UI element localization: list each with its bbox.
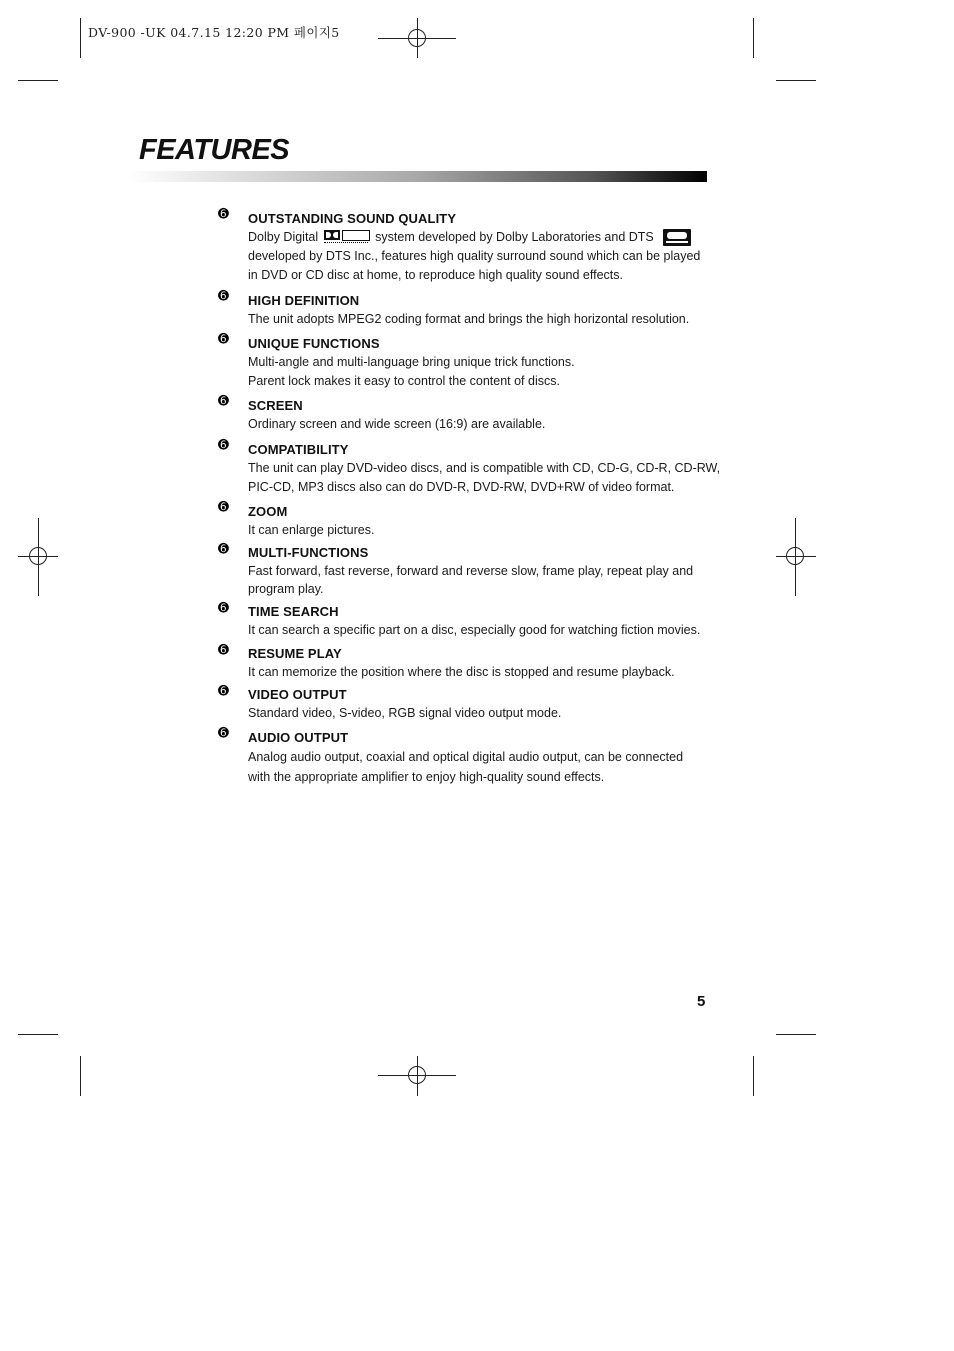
dts-logo-icon (663, 229, 691, 246)
dolby-digital-logo-icon (324, 230, 370, 245)
bullet-icon: ➏ (218, 438, 229, 453)
feature-text: The unit can play DVD-video discs, and is compatible with CD, CD-G, CD-R, CD-RW, PIC-CD, MP3 discs also can do DVD-R, DVD-RW, DVD+RW of video format. (248, 461, 721, 494)
bullet-icon: ➏ (218, 726, 229, 741)
feature-text: Ordinary screen and wide screen (16:9) are available. (248, 417, 546, 431)
page-title: FEATURES (139, 134, 290, 166)
bullet-icon: ➏ (218, 289, 229, 304)
feature-item (218, 438, 721, 497)
feature-title: UNIQUE FUNCTIONS (248, 336, 380, 351)
feature-title: SCREEN (248, 398, 303, 413)
bullet-icon: ➏ (218, 394, 229, 409)
page-number: 5 (697, 993, 706, 1010)
feature-item (218, 603, 718, 639)
feature-item (218, 209, 718, 285)
feature-title: AUDIO OUTPUT (248, 730, 349, 745)
feature-text: Multi-angle and multi-language bring unique trick functions. Parent lock makes it easy to control the content of discs. (248, 355, 575, 388)
feature-item (218, 686, 718, 722)
bullet-icon: ➏ (218, 207, 229, 222)
bullet-icon: ➏ (218, 601, 229, 616)
feature-text: It can search a specific part on a disc, especially good for watching fiction movies. (248, 623, 701, 637)
feature-text: Analog audio output, coaxial and optical digital audio output, can be connected with the appropriate amplifier to enjoy high-quality sound effects. (248, 750, 684, 784)
feature-text: It can enlarge pictures. (248, 523, 375, 537)
feature-text: Dolby Digital system developed by Dolby Laboratories and DTS developed by DTS Inc., features high quality surround sound which can be played in DVD or CD disc at home, to reproduce high quality sound effects. (248, 230, 701, 282)
feature-item (218, 502, 718, 540)
feature-item (218, 544, 718, 598)
feature-item (218, 728, 718, 787)
feature-title: ZOOM (248, 504, 288, 519)
feature-title: MULTI-FUNCTIONS (248, 545, 369, 560)
feature-title: OUTSTANDING SOUND QUALITY (248, 211, 457, 226)
bullet-icon: ➏ (218, 684, 229, 699)
feature-title: VIDEO OUTPUT (248, 687, 347, 702)
feature-title: COMPATIBILITY (248, 442, 349, 457)
bullet-icon: ➏ (218, 332, 229, 347)
feature-item (218, 645, 718, 681)
feature-text: Fast forward, fast reverse, forward and reverse slow, frame play, repeat play and program play. (248, 564, 694, 596)
feature-item (218, 396, 718, 434)
feature-title: TIME SEARCH (248, 604, 339, 619)
feature-text: It can memorize the position where the disc is stopped and resume playback. (248, 665, 675, 679)
feature-title: RESUME PLAY (248, 646, 342, 661)
feature-text: The unit adopts MPEG2 coding format and brings the high horizontal resolution. (248, 312, 690, 326)
bullet-icon: ➏ (218, 500, 229, 515)
feature-item (218, 334, 718, 391)
feature-title: HIGH DEFINITION (248, 293, 360, 308)
bullet-icon: ➏ (218, 542, 229, 557)
feature-item (218, 291, 718, 329)
bullet-icon: ➏ (218, 643, 229, 658)
feature-text: Standard video, S-video, RGB signal video output mode. (248, 706, 562, 720)
print-slug: DV-900 -UK 04.7.15 12:20 PM 페이지5 (88, 25, 340, 40)
